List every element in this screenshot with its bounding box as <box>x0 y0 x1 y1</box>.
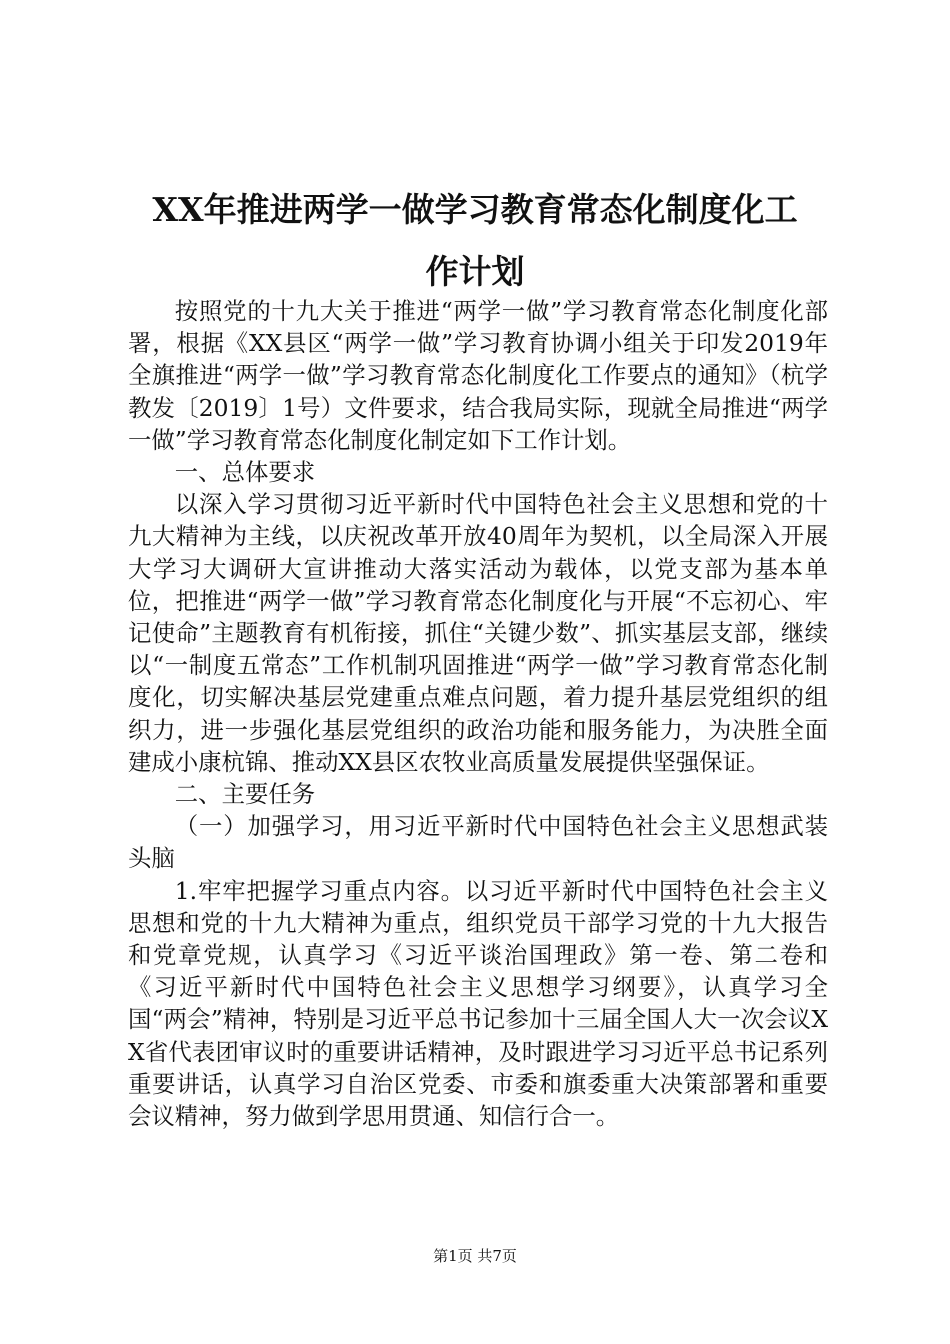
document-title-line-2: 作计划 <box>425 252 525 291</box>
paragraph-general-requirements: 以深入学习贯彻习近平新时代中国特色社会主义思想和党的十九大精神为主线，以庆祝改革开放40周年为契机，以全局深入开展大学习大调研大宣讲推动大落实活动为载体，以党支部为基本单位，把推进“两学一做”学习教育常态化制度化与开展“不忘初心、牢记使命”主题教育有机衔接，抓住“关键少数”、抓实基层支部，继续以“一制度五常态”工作机制巩固推进“两学一做”学习教育常态化制度化，切实解决基层党建重点难点问题，着力提升基层党组织的组织力，进一步强化基层党组织的政治功能和服务能力，为决胜全面建成小康杭锦、推动XX县区农牧业高质量发展提供坚强保证。 <box>128 490 828 776</box>
section-heading-general-requirements: 一、总体要求 <box>174 458 316 487</box>
paragraph-study-key-content: 1.牢牢把握学习重点内容。以习近平新时代中国特色社会主义思想和党的十九大精神为重点，组织党员干部学习党的十九大报告和党章党规，认真学习《习近平谈治国理政》第一卷、第二卷和《习近平新时代中国特色社会主义思想学习纲要》，认真学习全国“两会”精神，特别是习近平总书记参加十三届全国人大一次会议XX省代表团审议时的重要讲话精神，及时跟进学习习近平总书记系列重要讲话，认真学习自治区党委、市委和旗委重大决策部署和重要会议精神，努力做到学思用贯通、知信行合一。 <box>128 876 828 1131</box>
document-body <box>128 295 828 1132</box>
paragraph-intro: 按照党的十九大关于推进“两学一做”学习教育常态化制度化部署，根据《XX县区“两学一做”学习教育协调小组关于印发2019年全旗推进“两学一做”学习教育常态化制度化工作要点的通知》（杭学教发〔2019〕1号）文件要求，结合我局实际，现就全局推进“两学一做”学习教育常态化制度化制定如下工作计划。 <box>128 297 828 454</box>
page-number-footer: 第1页 共7页 <box>433 1247 517 1265</box>
subsection-heading-strengthen-study: （一）加强学习，用习近平新时代中国特色社会主义思想武装头脑 <box>128 812 828 873</box>
document-title-line-1: XX年推进两学一做学习教育常态化制度化工 <box>152 190 798 229</box>
section-heading-main-tasks: 二、主要任务 <box>174 780 316 809</box>
